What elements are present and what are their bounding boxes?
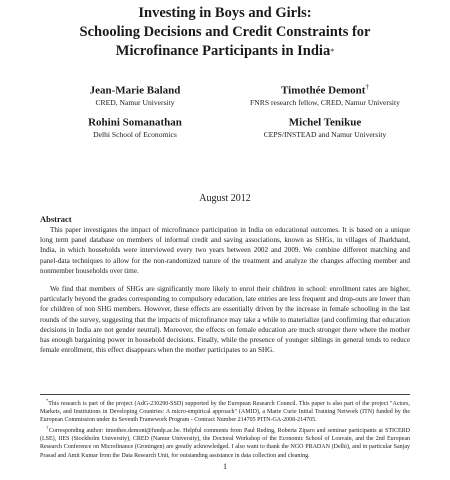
publication-date: August 2012	[199, 193, 251, 204]
title-line: Investing in Boys and Girls:	[138, 5, 312, 21]
author-block	[45, 113, 225, 140]
paper-title	[40, 4, 410, 61]
author-name: Jean-Marie Baland	[89, 84, 181, 97]
footnote: †Corresponding author: timothee.demont@fundp.ac.be. Helpful comments from Paul Reding, Roberta Ziparo and seminar participants at STICERD (LSE), IIES (Stockholm University), CRED (Namur University), the Doctoral Workshop of the Economic School of Louvain, and the 2nd European Research Conference on Microfinance (Groningen) are greatly acknowledged. I also want to thank the NGO PRADAN (Delhi), and in particular Sanjay Prasad and Amit Kumar from the Data Research Unit, for outstanding assistance in data collection and cleaning.	[40, 425, 411, 459]
footnote: *This research is part of the project (AdG-230290-SSD) supported by the European Research Council. This paper is also part of the project "Actors, Markets, and Institutions in Developing Countries: A micro-empirical approach" (AMID), a Marie Curie Initial Training Network (ITN) funded by the European Commission under its Seventh Framework Program - Contract Number 214705 PITN-GA-2008-214705.	[40, 398, 410, 424]
author-block	[225, 81, 425, 108]
author-name: Rohini Somanathan	[88, 116, 182, 129]
title-line	[40, 42, 410, 61]
author-block	[235, 113, 415, 140]
abstract-paragraph: This paper investigates the impact of microfinance participation in India on educational outcomes. It is based on a unique long term panel database on members of informal credit and saving associations, known as SHGs, in villages of Jharkhand, India, in which households were interviewed every two years between 2002 and 2009. We combine different matching and panel-data techniques to allow for the non-randomized nature of the treatment and analyze the changes affecting member and nonmember households over time.	[40, 226, 410, 275]
author-affiliation: CEPS/INSTEAD and Namur University	[263, 129, 387, 139]
author-affiliation: CRED, Namur University	[95, 97, 175, 107]
page-number: 1	[223, 462, 227, 471]
title-line-text: Microfinance Participants in India	[115, 43, 331, 59]
author-affiliation: Delhi School of Economics	[93, 129, 177, 139]
title-footnote-mark: *	[330, 47, 335, 56]
abstract-paragraph: We find that members of SHGs are significantly more likely to enrol their children in school: enrollment rates are higher, particularly beyond the grades corresponding to compulsory education, late entries are less frequent and drop-outs are lower than for children of non SHG members. However, these effects are essentially driven by the increase in female schooling in the last rounds of the survey, suggesting that the impacts of microfinance may take a while to materialize (and confirming that education decisions in India are not gender neutral). Moreover, the effects on female education are much stronger there where the mother has enough bargaining power in household decisions. Finally, while the presence of younger siblings in general tends to reduce female enrollment, this effect disappears when the mother participates to an SHG.	[40, 285, 410, 355]
author-name: Michel Tenikue	[288, 116, 362, 129]
title-line: Schooling Decisions and Credit Constraints for	[79, 24, 371, 40]
author-block	[45, 81, 225, 108]
author-name: Timothée Demont†	[281, 83, 369, 97]
author-affiliation: FNRS research fellow, CRED, Namur University	[250, 97, 400, 107]
abstract-heading: Abstract	[40, 214, 72, 224]
footnotes	[40, 394, 410, 460]
